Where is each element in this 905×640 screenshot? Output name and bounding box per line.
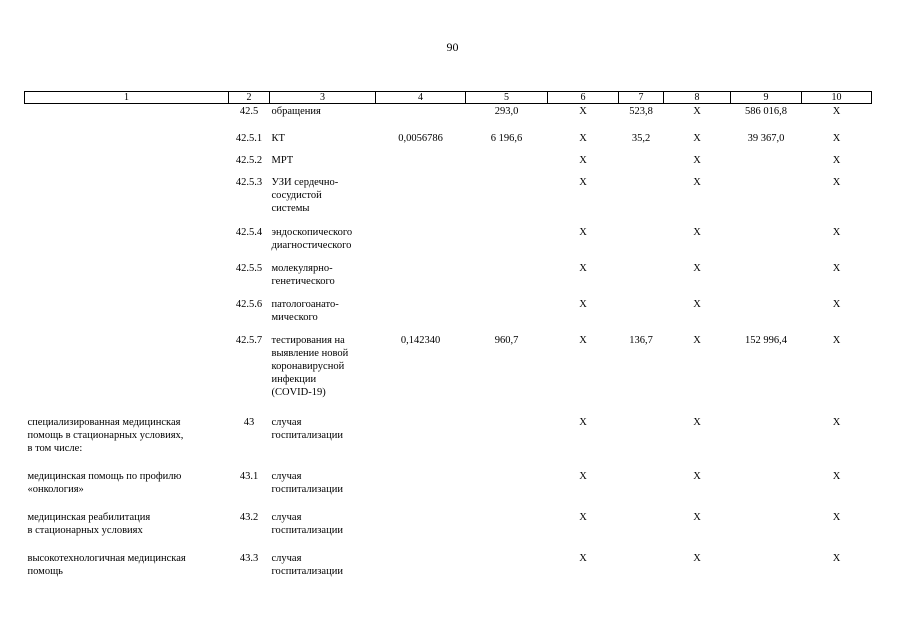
cell-c8: X bbox=[693, 470, 701, 482]
cell-c2: 42.5 bbox=[239, 106, 259, 117]
cell-c4: 0,142340 bbox=[400, 334, 441, 346]
cell-c9: 586 016,8 bbox=[745, 106, 787, 117]
cell-c1 bbox=[25, 131, 229, 153]
table-row bbox=[25, 261, 872, 297]
table-row bbox=[25, 333, 872, 415]
table-row bbox=[25, 415, 872, 469]
cell-c5 bbox=[466, 415, 548, 469]
cell-c6: X bbox=[579, 552, 587, 564]
table-body bbox=[25, 104, 872, 591]
cell-c9 bbox=[731, 225, 802, 261]
cell-c5 bbox=[466, 551, 548, 591]
cell-c2: 42.5.2 bbox=[235, 154, 263, 166]
cell-c10: X bbox=[832, 226, 841, 238]
cell-c8: X bbox=[693, 334, 701, 346]
table-row bbox=[25, 131, 872, 153]
header-row bbox=[25, 92, 872, 104]
cell-c6: X bbox=[579, 226, 587, 238]
table-row bbox=[25, 510, 872, 551]
header-cell-3: 3 bbox=[270, 92, 376, 104]
header-cell-1: 1 bbox=[25, 92, 229, 104]
cell-c8: X bbox=[693, 298, 701, 310]
cell-c1 bbox=[25, 297, 229, 333]
cell-c7 bbox=[619, 175, 664, 225]
cell-c3: КТ bbox=[271, 132, 285, 144]
header-cell-6: 6 bbox=[548, 92, 619, 104]
cell-c8: X bbox=[693, 106, 701, 117]
cell-c10: X bbox=[832, 106, 841, 117]
data-table bbox=[24, 91, 872, 591]
cell-c5: 6 196,6 bbox=[490, 132, 523, 144]
cell-c1: медицинская помощь по профилю «онкология» bbox=[27, 470, 182, 495]
cell-c4 bbox=[376, 104, 466, 131]
cell-c5: 960,7 bbox=[494, 334, 519, 346]
cell-c7 bbox=[619, 469, 664, 510]
cell-c9 bbox=[731, 415, 802, 469]
cell-c6: X bbox=[579, 106, 587, 117]
data-table-container bbox=[24, 91, 871, 591]
cell-c10: X bbox=[832, 176, 841, 188]
cell-c2: 43.2 bbox=[239, 511, 259, 523]
cell-c7 bbox=[619, 153, 664, 175]
cell-c10: X bbox=[832, 262, 841, 274]
page-number: 90 bbox=[446, 40, 459, 54]
cell-c8: X bbox=[693, 552, 701, 564]
cell-c4 bbox=[376, 261, 466, 297]
header-cell-7: 7 bbox=[619, 92, 664, 104]
cell-c1 bbox=[25, 333, 229, 415]
cell-c10: X bbox=[832, 511, 841, 523]
cell-c6: X bbox=[579, 176, 587, 188]
cell-c2: 43 bbox=[243, 416, 255, 428]
cell-c7 bbox=[619, 415, 664, 469]
cell-c5 bbox=[466, 225, 548, 261]
cell-c7: 35,2 bbox=[631, 132, 651, 144]
cell-c3: случая госпитализации bbox=[271, 416, 343, 441]
cell-c10: X bbox=[832, 416, 841, 428]
cell-c6: X bbox=[579, 132, 587, 144]
cell-c7 bbox=[619, 261, 664, 297]
cell-c8: X bbox=[693, 176, 701, 188]
cell-c6: X bbox=[579, 262, 587, 274]
cell-c9 bbox=[731, 469, 802, 510]
cell-c8: X bbox=[693, 416, 701, 428]
cell-c3: обращения bbox=[271, 106, 321, 117]
cell-c4 bbox=[376, 415, 466, 469]
table-row bbox=[25, 297, 872, 333]
cell-c9 bbox=[731, 175, 802, 225]
cell-c9: 39 367,0 bbox=[747, 132, 785, 144]
header-cell-2: 2 bbox=[229, 92, 270, 104]
cell-c2: 42.5.6 bbox=[235, 298, 263, 310]
cell-c1: медицинская реабилитация в стационарных условиях bbox=[27, 511, 151, 536]
cell-c8: X bbox=[693, 262, 701, 274]
cell-c2: 43.1 bbox=[239, 470, 259, 482]
cell-c2: 42.5.4 bbox=[235, 226, 263, 238]
cell-c6: X bbox=[579, 416, 587, 428]
cell-c8: X bbox=[693, 132, 701, 144]
cell-c4 bbox=[376, 225, 466, 261]
cell-c6: X bbox=[579, 334, 587, 346]
cell-c3: случая госпитализации bbox=[271, 470, 343, 495]
cell-c3: УЗИ сердечно- сосудистой системы bbox=[271, 176, 339, 214]
cell-c6: X bbox=[579, 154, 587, 166]
cell-c5 bbox=[466, 469, 548, 510]
cell-c2: 42.5.7 bbox=[235, 334, 263, 346]
cell-c5 bbox=[466, 153, 548, 175]
cell-c10: X bbox=[832, 470, 841, 482]
cell-c6: X bbox=[579, 298, 587, 310]
cell-c7 bbox=[619, 225, 664, 261]
table-header bbox=[25, 92, 872, 104]
cell-c1 bbox=[25, 104, 229, 131]
cell-c4 bbox=[376, 510, 466, 551]
header-cell-10: 10 bbox=[802, 92, 872, 104]
cell-c8: X bbox=[693, 154, 701, 166]
cell-c4 bbox=[376, 175, 466, 225]
cell-c3: патологоанато- мического bbox=[271, 298, 339, 323]
cell-c6: X bbox=[579, 470, 587, 482]
cell-c10: X bbox=[832, 334, 841, 346]
header-cell-8: 8 bbox=[664, 92, 731, 104]
cell-c3: случая госпитализации bbox=[271, 511, 343, 536]
cell-c1 bbox=[25, 225, 229, 261]
cell-c4 bbox=[376, 469, 466, 510]
table-row bbox=[25, 175, 872, 225]
cell-c10: X bbox=[832, 552, 841, 564]
table-row bbox=[25, 551, 872, 591]
cell-c4 bbox=[376, 297, 466, 333]
cell-c9: 152 996,4 bbox=[745, 334, 787, 346]
cell-c9 bbox=[731, 153, 802, 175]
table-row bbox=[25, 225, 872, 261]
cell-c5 bbox=[466, 261, 548, 297]
cell-c4 bbox=[376, 153, 466, 175]
cell-c9 bbox=[731, 510, 802, 551]
cell-c9 bbox=[731, 551, 802, 591]
cell-c7: 523,8 bbox=[629, 106, 653, 117]
cell-c3: эндоскопического диагностического bbox=[271, 226, 353, 251]
cell-c3: тестирования на выявление новой коронавирусной инфекции (COVID-19) bbox=[271, 334, 349, 399]
header-cell-5: 5 bbox=[466, 92, 548, 104]
cell-c7 bbox=[619, 297, 664, 333]
cell-c7 bbox=[619, 510, 664, 551]
cell-c6: X bbox=[579, 511, 587, 523]
header-cell-9: 9 bbox=[731, 92, 802, 104]
cell-c5 bbox=[466, 297, 548, 333]
cell-c3: МРТ bbox=[271, 154, 294, 166]
cell-c9 bbox=[731, 297, 802, 333]
cell-c8: X bbox=[693, 226, 701, 238]
cell-c1: специализированная медицинская помощь в стационарных условиях, в том числе: bbox=[27, 416, 184, 454]
cell-c10: X bbox=[832, 132, 841, 144]
cell-c9 bbox=[731, 261, 802, 297]
cell-c5: 293,0 bbox=[494, 106, 519, 117]
cell-c2: 42.5.3 bbox=[235, 176, 263, 188]
cell-c3: случая госпитализации bbox=[271, 552, 343, 577]
cell-c7: 136,7 bbox=[629, 334, 653, 346]
cell-c1 bbox=[25, 261, 229, 297]
cell-c5 bbox=[466, 510, 548, 551]
cell-c2: 43.3 bbox=[239, 552, 259, 564]
cell-c3: молекулярно- генетического bbox=[271, 262, 335, 287]
cell-c10: X bbox=[832, 154, 841, 166]
table-row bbox=[25, 469, 872, 510]
cell-c1 bbox=[25, 175, 229, 225]
cell-c4: 0,0056786 bbox=[398, 132, 443, 144]
cell-c5 bbox=[466, 175, 548, 225]
cell-c7 bbox=[619, 551, 664, 591]
table-row bbox=[25, 104, 872, 131]
cell-c1 bbox=[25, 153, 229, 175]
cell-c8: X bbox=[693, 511, 701, 523]
cell-c10: X bbox=[832, 298, 841, 310]
cell-c2: 42.5.5 bbox=[235, 262, 263, 274]
cell-c4 bbox=[376, 551, 466, 591]
table-row bbox=[25, 153, 872, 175]
cell-c1: высокотехнологичная медицинская помощь bbox=[27, 552, 186, 577]
header-cell-4: 4 bbox=[376, 92, 466, 104]
cell-c2: 42.5.1 bbox=[235, 132, 263, 144]
